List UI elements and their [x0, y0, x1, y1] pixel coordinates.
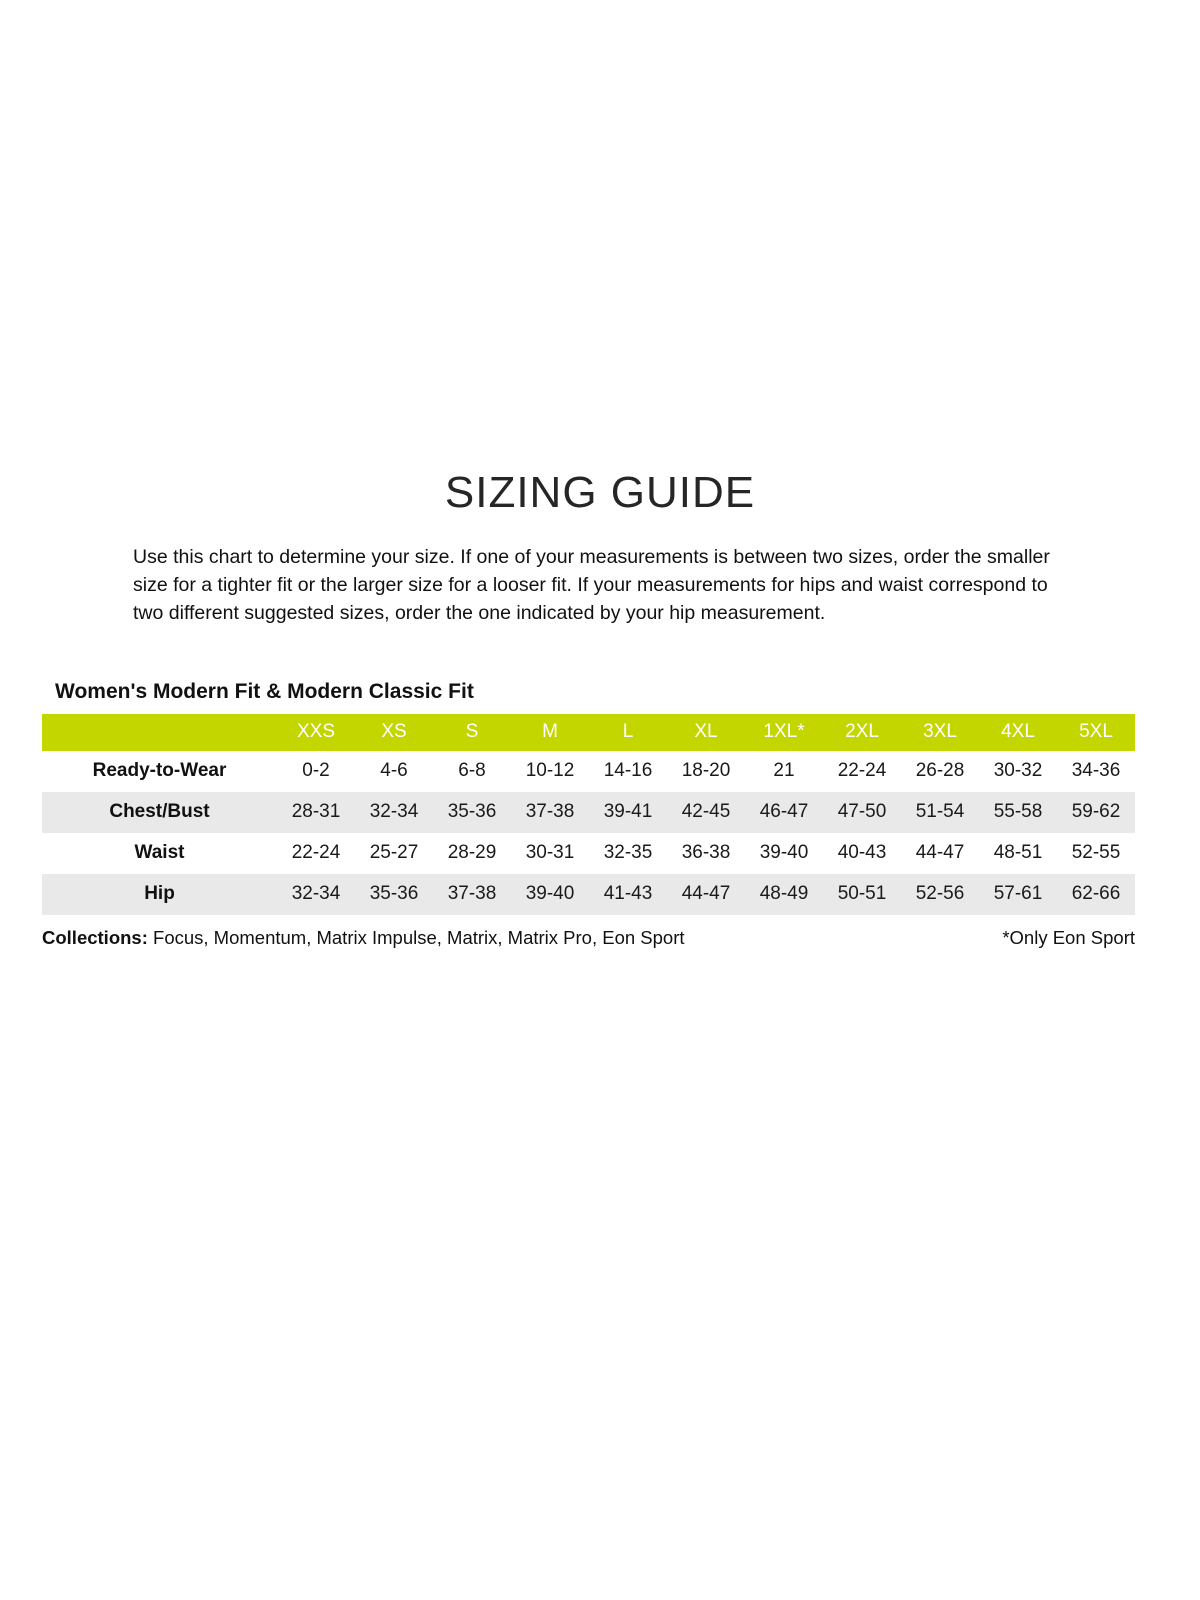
size-column-header: S: [465, 721, 479, 743]
size-value-cell: 52-55: [1071, 842, 1121, 864]
size-value-cell: 32-34: [291, 883, 341, 905]
size-value-cell: 30-31: [525, 842, 575, 864]
size-value-cell: 37-38: [525, 801, 575, 823]
size-value-cell: 39-40: [759, 842, 809, 864]
size-value-cell: 28-31: [291, 801, 341, 823]
size-value-cell: 51-54: [915, 801, 965, 823]
size-value-cell: 0-2: [302, 760, 330, 782]
size-value-cell: 55-58: [993, 801, 1043, 823]
size-value-cell: 47-50: [837, 801, 887, 823]
size-value-cell: 26-28: [915, 760, 965, 782]
corner-cell: [42, 714, 277, 751]
size-value-cell: 30-32: [993, 760, 1043, 782]
section-heading: Women's Modern Fit & Modern Classic Fit: [55, 679, 474, 703]
size-value-cell: 44-47: [681, 883, 731, 905]
table-row: [42, 833, 1135, 874]
size-value-cell: 41-43: [603, 883, 653, 905]
size-column-header: 5XL: [1079, 721, 1113, 743]
size-value-cell: 10-12: [525, 760, 575, 782]
collections-label: Collections:: [42, 926, 148, 948]
size-value-cell: 62-66: [1071, 883, 1121, 905]
size-value-cell: 50-51: [837, 883, 887, 905]
size-value-cell: 48-49: [759, 883, 809, 905]
row-label: Hip: [144, 883, 175, 905]
size-column-header: XS: [381, 721, 407, 743]
size-table-header-row: [42, 714, 1135, 751]
size-value-cell: 34-36: [1071, 760, 1121, 782]
size-value-cell: 35-36: [447, 801, 497, 823]
table-row: [42, 874, 1135, 915]
size-value-cell: 40-43: [837, 842, 887, 864]
size-value-cell: 39-41: [603, 801, 653, 823]
size-value-cell: 22-24: [291, 842, 341, 864]
size-value-cell: 39-40: [525, 883, 575, 905]
size-table-body: [42, 751, 1135, 915]
size-column-header: 1XL*: [763, 721, 805, 743]
size-value-cell: 44-47: [915, 842, 965, 864]
footnote: *Only Eon Sport: [1002, 926, 1135, 948]
size-column-header: XL: [694, 721, 718, 743]
size-table: [42, 714, 1135, 915]
size-column-header: M: [542, 721, 558, 743]
table-row: [42, 751, 1135, 792]
size-value-cell: 22-24: [837, 760, 887, 782]
size-column-header: 3XL: [923, 721, 957, 743]
page-title: SIZING GUIDE: [444, 468, 756, 517]
row-label: Ready-to-Wear: [92, 760, 227, 782]
size-column-header: 4XL: [1001, 721, 1035, 743]
size-value-cell: 18-20: [681, 760, 731, 782]
size-value-cell: 57-61: [993, 883, 1043, 905]
collections-text: [42, 927, 685, 949]
collections-line: [42, 927, 1135, 949]
size-value-cell: 52-56: [915, 883, 965, 905]
size-value-cell: 4-6: [380, 760, 408, 782]
size-value-cell: 32-35: [603, 842, 653, 864]
intro-paragraph: Use this chart to determine your size. If one of your measurements is between two sizes, order the smaller size for a tighter fit or the larger size for a looser fit. If your measurements for hips and waist correspond to two different suggested sizes, order the one indicated by your hip measurement.: [133, 546, 1050, 624]
size-value-cell: 48-51: [993, 842, 1043, 864]
size-value-cell: 59-62: [1071, 801, 1121, 823]
size-column-header: XXS: [296, 721, 336, 743]
row-label: Waist: [134, 842, 185, 864]
size-value-cell: 46-47: [759, 801, 809, 823]
size-value-cell: 35-36: [369, 883, 419, 905]
size-value-cell: 28-29: [447, 842, 497, 864]
collections-list: Focus, Momentum, Matrix Impulse, Matrix, Matrix Pro, Eon Sport: [147, 926, 685, 948]
size-table-head: [42, 714, 1135, 751]
row-label: Chest/Bust: [109, 801, 210, 823]
size-value-cell: 42-45: [681, 801, 731, 823]
size-value-cell: 21: [773, 760, 795, 782]
size-value-cell: 25-27: [369, 842, 419, 864]
size-column-header: 2XL: [845, 721, 879, 743]
size-value-cell: 36-38: [681, 842, 731, 864]
table-row: [42, 792, 1135, 833]
size-value-cell: 6-8: [458, 760, 486, 782]
size-value-cell: 37-38: [447, 883, 497, 905]
size-value-cell: 14-16: [603, 760, 653, 782]
size-value-cell: 32-34: [369, 801, 419, 823]
size-column-header: L: [622, 721, 634, 743]
